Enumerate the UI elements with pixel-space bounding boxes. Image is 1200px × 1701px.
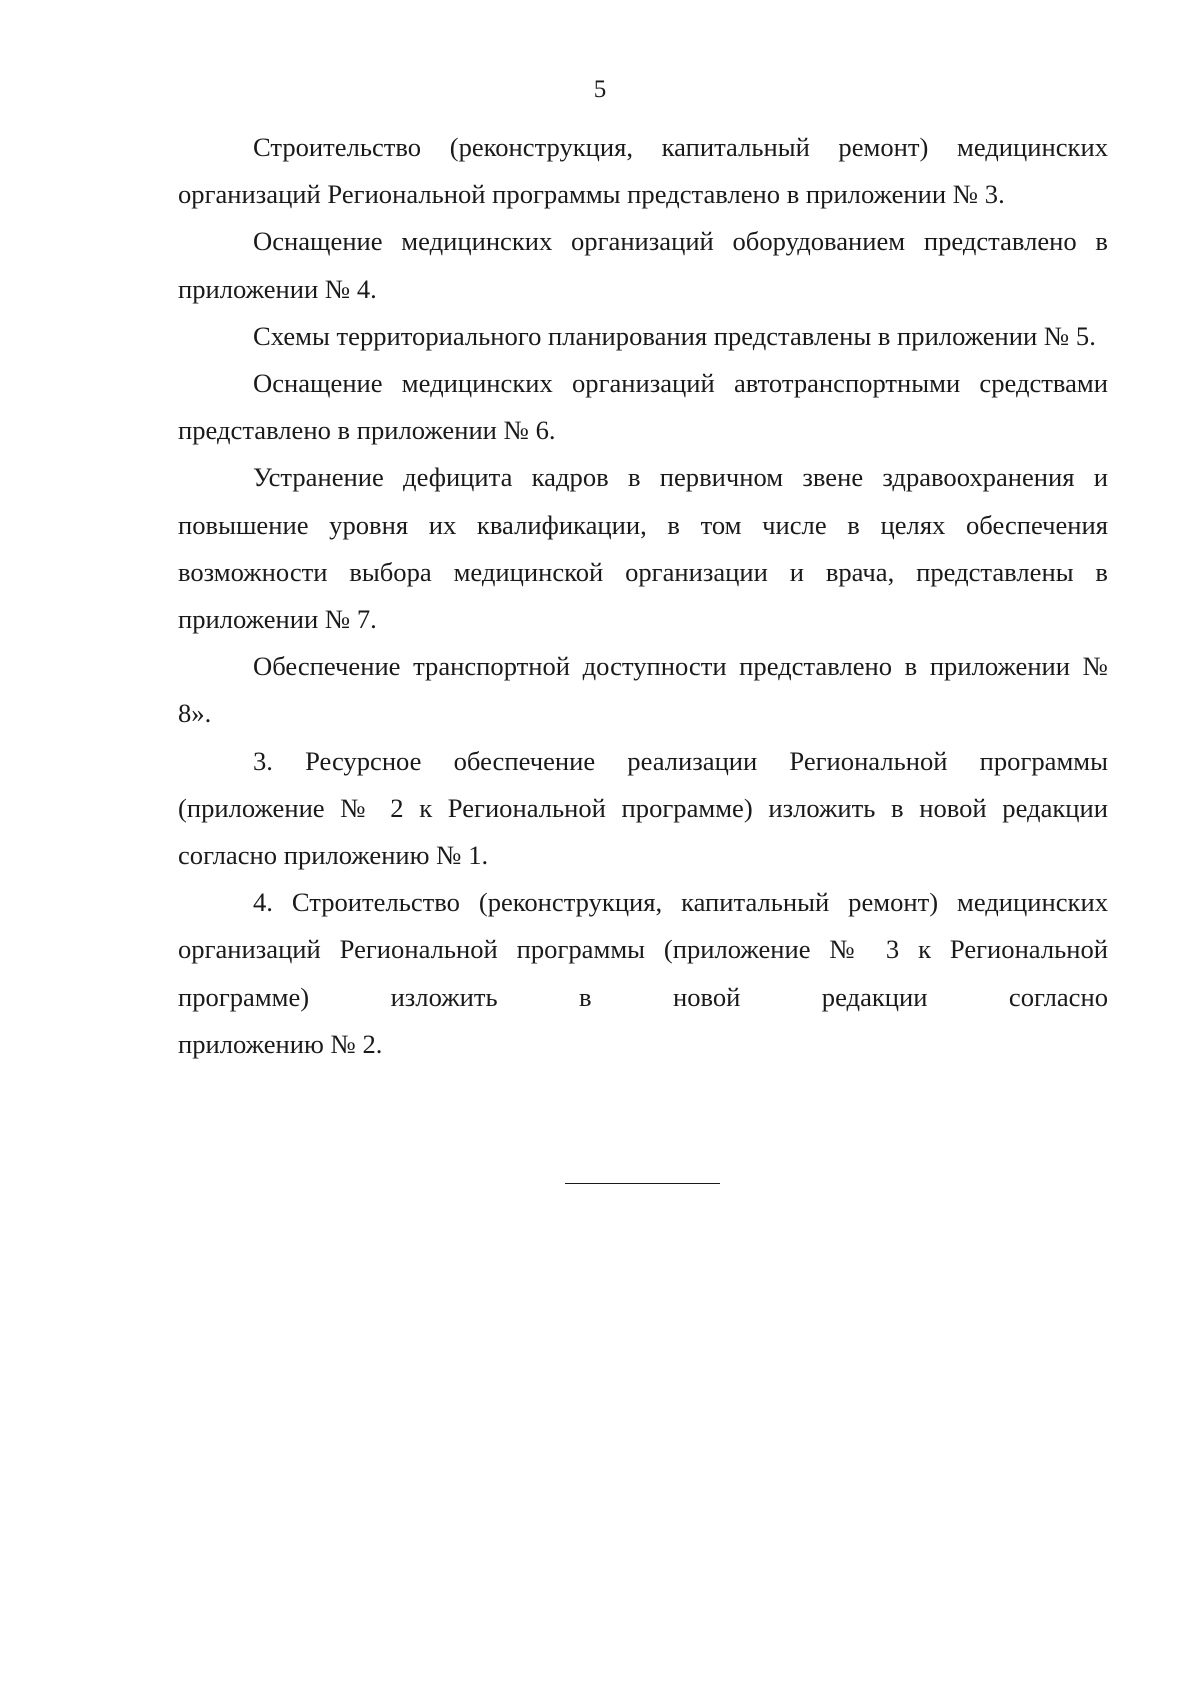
paragraph-transport-access: Обеспечение транспортной доступности представлено в приложении № 8». bbox=[178, 651, 1108, 729]
paragraph-item-4: 4. Строительство (реконструкция, капитальный ремонт) медицинских организаций Региональной программы (приложение № 3 к Региональной программе) изложить в новой редакции согласно bbox=[178, 887, 1108, 1012]
paragraph-equipment: Оснащение медицинских организаций оборудованием представлено в приложении № 4. bbox=[178, 226, 1108, 304]
page-number: 5 bbox=[593, 76, 607, 103]
paragraph-territorial-planning: Схемы территориального планирования представлены в приложении № 5. bbox=[253, 320, 1096, 351]
paragraph-item-3: 3. Ресурсное обеспечение реализации Региональной программы (приложение № 2 к Региональной программе) изложить в новой редакции согласно приложению № 1. bbox=[178, 745, 1108, 871]
paragraph-item-4-tail: приложению № 2. bbox=[178, 1028, 383, 1059]
paragraph-construction: Строительство (реконструкция, капитальный ремонт) медицинских организаций Региональной программы представлено в приложении № 3. bbox=[178, 132, 1108, 210]
document-body bbox=[178, 124, 1108, 1068]
paragraph-vehicles: Оснащение медицинских организаций автотранспортными средствами представлено в приложении № 6. bbox=[178, 368, 1108, 446]
paragraph-staffing: Устранение дефицита кадров в первичном звене здравоохранения и повышение уровня их квалификации, в том числе в целях обеспечения возможности выбора медицинской организации и врача, представлены в приложении № 7. bbox=[178, 462, 1108, 635]
closing-rule bbox=[565, 1183, 720, 1184]
